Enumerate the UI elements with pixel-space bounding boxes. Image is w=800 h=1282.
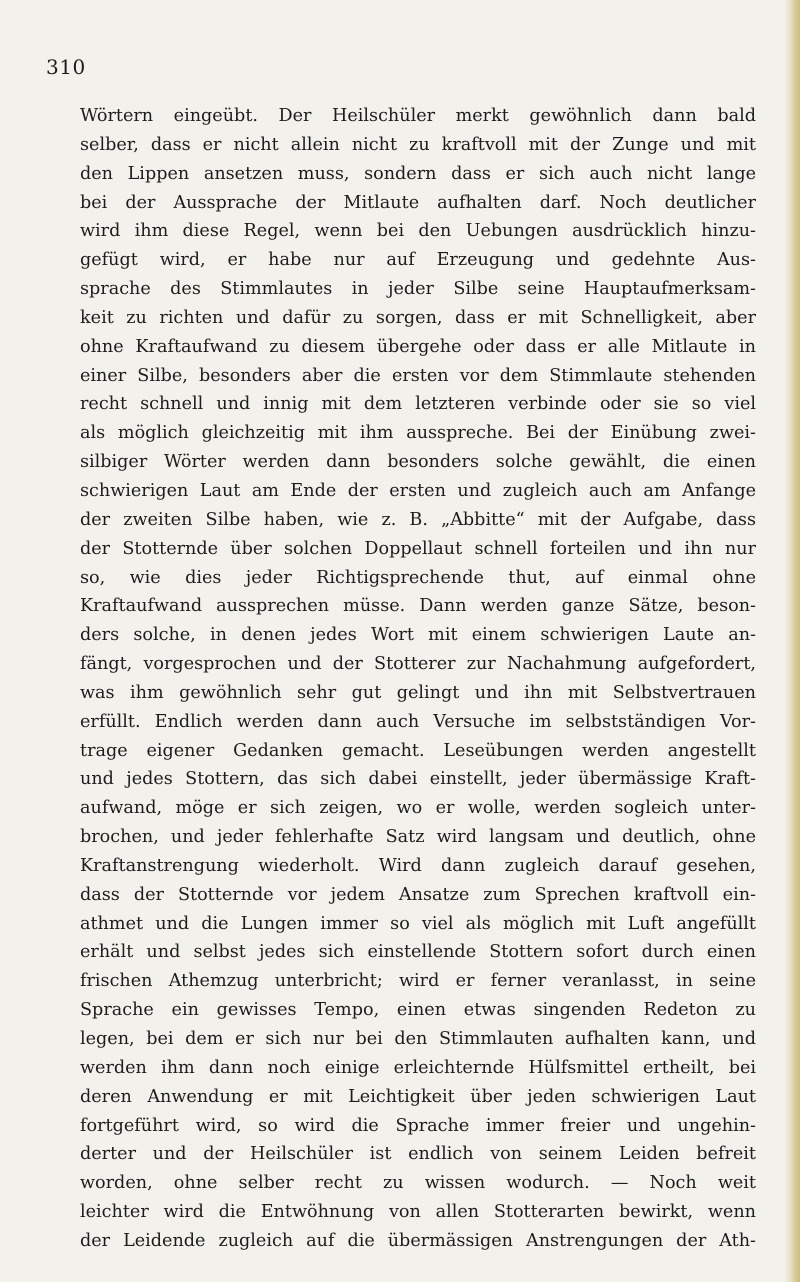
text-line: dass der Stotternde vor jedem Ansatze zum Sprechen kraftvoll ein- <box>80 884 756 905</box>
text-line: leichter wird die Entwöhnung von allen Stotterarten bewirkt, wenn <box>80 1202 756 1223</box>
text-line: fängt, vorgesprochen und der Stotterer zur Nachahmung aufgefordert, <box>80 654 756 675</box>
page-edge <box>784 0 800 1282</box>
text-line: so, wie dies jeder Richtigsprechende thut, auf einmal ohne <box>80 567 756 588</box>
text-line: derter und der Heilschüler ist endlich von seinem Leiden befreit <box>80 1144 756 1165</box>
text-line: Kraftanstrengung wiederholt. Wird dann zugleich darauf gesehen, <box>80 855 756 876</box>
text-line: als möglich gleichzeitig mit ihm ausspreche. Bei der Einübung zwei- <box>80 423 756 444</box>
text-line: athmet und die Lungen immer so viel als möglich mit Luft angefüllt <box>80 913 756 934</box>
text-line: gefügt wird, er habe nur auf Erzeugung und gedehnte Aus- <box>80 250 756 271</box>
text-line: den Lippen ansetzen muss, sondern dass er sich auch nicht lange <box>80 163 756 184</box>
text-line: erfüllt. Endlich werden dann auch Versuche im selbstständigen Vor- <box>80 711 756 732</box>
text-line: einer Silbe, besonders aber die ersten vor dem Stimmlaute stehenden <box>80 365 756 386</box>
text-line: aufwand, möge er sich zeigen, wo er wolle, werden sogleich unter- <box>80 798 756 819</box>
text-line: selber, dass er nicht allein nicht zu kraftvoll mit der Zunge und mit <box>80 134 756 155</box>
text-line: Wörtern eingeübt. Der Heilschüler merkt gewöhnlich dann bald <box>80 106 756 126</box>
text-line: bei der Aussprache der Mitlaute aufhalten darf. Noch deutlicher <box>80 192 756 213</box>
text-line: Sprache ein gewisses Tempo, einen etwas singenden Redeton zu <box>80 1000 756 1021</box>
text-line: und jedes Stottern, das sich dabei einstellt, jeder übermässige Kraft- <box>80 769 756 790</box>
text-line: Kraftaufwand aussprechen müsse. Dann werden ganze Sätze, beson- <box>80 596 756 617</box>
text-line: werden ihm dann noch einige erleichternde Hülfsmittel ertheilt, bei <box>80 1057 756 1078</box>
body-text <box>80 102 756 1256</box>
text-line: ders solche, in denen jedes Wort mit einem schwierigen Laute an- <box>80 625 756 646</box>
text-line: trage eigener Gedanken gemacht. Leseübungen werden angestellt <box>80 740 756 761</box>
text-line: wird ihm diese Regel, wenn bei den Uebungen ausdrücklich hinzu- <box>80 221 756 242</box>
text-line: silbiger Wörter werden dann besonders solche gewählt, die einen <box>80 452 756 473</box>
text-line: deren Anwendung er mit Leichtigkeit über jeden schwierigen Laut <box>80 1086 756 1107</box>
text-line: recht schnell und innig mit dem letzteren verbinde oder sie so viel <box>80 394 756 415</box>
text-line: legen, bei dem er sich nur bei den Stimmlauten aufhalten kann, und <box>80 1029 756 1049</box>
text-line: keit zu richten und dafür zu sorgen, dass er mit Schnelligkeit, aber <box>80 307 756 328</box>
text-line: schwierigen Laut am Ende der ersten und zugleich auch am Anfange <box>80 480 756 501</box>
text-line: sprache des Stimmlautes in jeder Silbe seine Hauptaufmerksam- <box>80 279 756 300</box>
text-line: der Leidende zugleich auf die übermässigen Anstrengungen der Ath- <box>80 1230 756 1251</box>
text-line: der Stotternde über solchen Doppellaut schnell forteilen und ihn nur <box>80 538 756 559</box>
text-line: erhält und selbst jedes sich einstellende Stottern sofort durch einen <box>80 942 756 963</box>
text-line: frischen Athemzug unterbricht; wird er ferner veranlasst, in seine <box>80 971 756 992</box>
page-number: 310 <box>46 55 86 79</box>
text-line: fortgeführt wird, so wird die Sprache immer freier und ungehin- <box>80 1115 756 1136</box>
text-line: der zweiten Silbe haben, wie z. B. „Abbitte“ mit der Aufgabe, dass <box>80 509 756 530</box>
text-line: brochen, und jeder fehlerhafte Satz wird langsam und deutlich, ohne <box>80 827 756 848</box>
text-line: ohne Kraftaufwand zu diesem übergehe oder dass er alle Mitlaute in <box>80 336 756 357</box>
text-line: was ihm gewöhnlich sehr gut gelingt und ihn mit Selbstvertrauen <box>80 682 756 703</box>
text-line: worden, ohne selber recht zu wissen wodurch. — Noch weit <box>80 1173 756 1194</box>
